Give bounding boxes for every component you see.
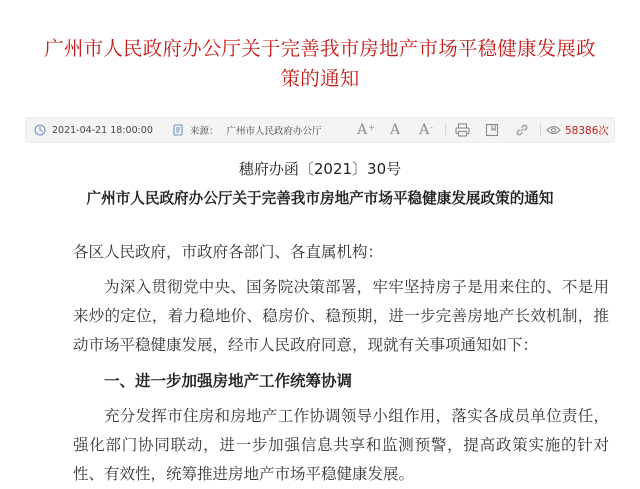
page-title: 广州市人民政府办公厅关于完善我市房地产市场平稳健康发展政策的通知 [44,37,596,90]
toolbar-divider [445,124,446,136]
document-number: 穗府办函〔2021〕30号 [238,160,402,178]
clock-icon [34,124,46,136]
source-value: 广州市人民政府办公厅 [226,126,322,137]
section-paragraph: 充分发挥市住房和房地产工作协调领导小组作用，落实各成员单位责任，强化部门协同联动，进一步加强信息共享和监测预警，提高政策实施的针对性、有效性，统筹推进房地产市场平稳健康发展。 [73,407,609,483]
source-label: 来源： [190,126,219,137]
datetime-text: 2021-04-21 18:00:00 [52,124,153,136]
eye-icon [546,124,561,136]
toolbar-divider [540,124,541,136]
view-count [546,118,609,142]
bookmark-icon[interactable] [480,118,504,142]
document-icon [172,124,184,136]
publish-datetime [34,118,153,142]
print-icon[interactable] [450,118,474,142]
font-smaller-icon[interactable]: A - [419,122,433,138]
document-title: 广州市人民政府办公厅关于完善我市房地产市场平稳健康发展政策的通知 [86,190,554,207]
article-source [172,118,322,142]
font-default-icon[interactable]: A [389,122,401,138]
salutation: 各区人民政府，市政府各部门、各直属机构： [73,243,384,261]
article-meta-toolbar [25,117,615,143]
font-larger-icon[interactable]: A + [357,122,375,138]
view-count-text: 58386次 [565,124,609,137]
intro-paragraph: 为深入贯彻党中央、国务院决策部署，牢牢坚持房子是用来住的、不是用来炒的定位，着力稳地价、稳房价、稳预期，进一步完善房地产长效机制，推动市场平稳健康发展，经市人民政府同意，现就有关事项通知如下： [73,278,609,354]
share-icon[interactable] [510,118,534,142]
section-heading: 一、进一步加强房地产工作统筹协调 [104,372,353,390]
